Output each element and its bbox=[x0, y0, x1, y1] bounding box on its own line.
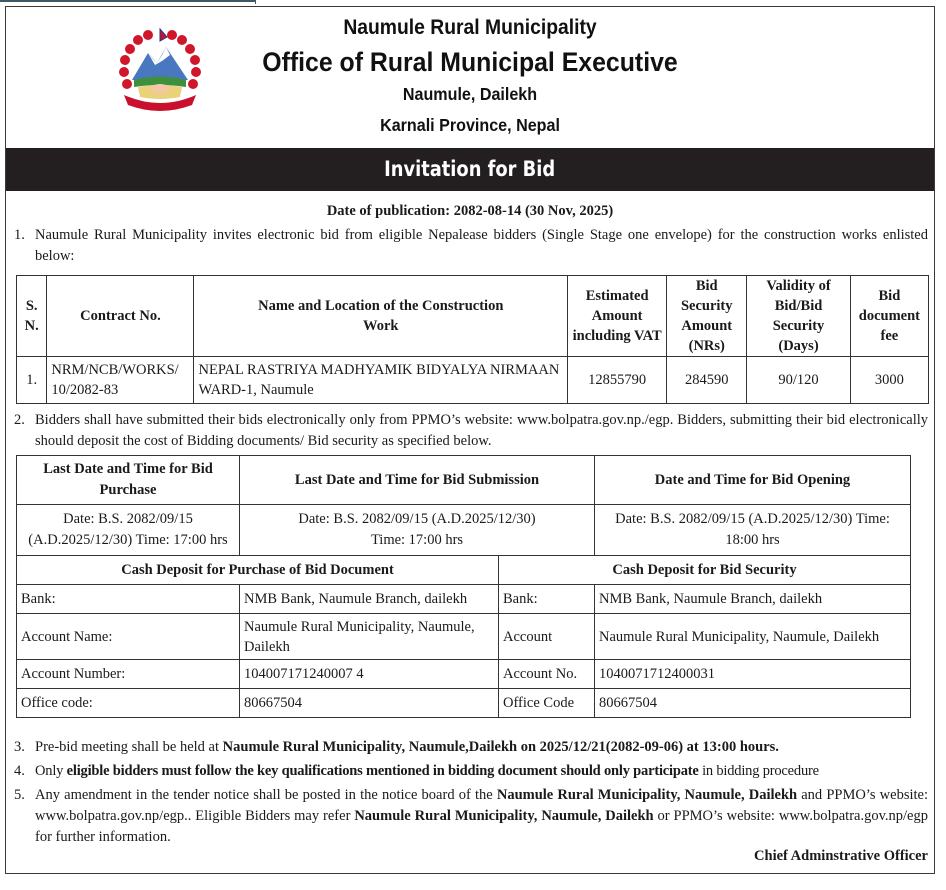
label-office-code: Office code: bbox=[17, 689, 240, 718]
bid-submission-deadline: Date: B.S. 2082/09/15 (A.D.2025/12/30) Time: 17:00 hrs bbox=[240, 505, 595, 556]
paragraph-text bbox=[14, 785, 928, 848]
col-estimated-amount: Estimated Amount including VAT bbox=[568, 276, 667, 357]
paragraph-1 bbox=[14, 225, 928, 267]
value-account-no-security: 1040071712400031 bbox=[595, 660, 911, 689]
cell-estimated-amount: 12855790 bbox=[568, 357, 667, 404]
value-office-code: 80667504 bbox=[240, 689, 499, 718]
notice-document bbox=[5, 6, 935, 874]
label-account-security: Account bbox=[499, 614, 595, 660]
value-bank-security: NMB Bank, Naumule Branch, dailekh bbox=[595, 585, 911, 614]
text-run-bold: Naumule Rural Municipality, Naumule,Dailekh on 2025/12/21(2082-09-06) at 13:00 hours. bbox=[222, 739, 779, 755]
label-account-no-security: Account No. bbox=[499, 660, 595, 689]
top-rule bbox=[0, 0, 256, 2]
deposit-bid-security-header: Cash Deposit for Bid Security bbox=[499, 556, 911, 585]
text-run: Any amendment in the tender notice shall be posted in the notice board of the bbox=[35, 787, 497, 803]
col-bid-opening: Date and Time for Bid Opening bbox=[595, 456, 911, 505]
cell-bid-security: 284590 bbox=[667, 357, 747, 404]
label-account-name: Account Name: bbox=[17, 614, 240, 660]
text-run-bold: Naumule Rural Municipality, Naumule, Dailekh bbox=[496, 787, 798, 803]
notice-title-bar bbox=[6, 148, 934, 191]
paragraph-2 bbox=[14, 410, 928, 452]
text-run-bold: eligible bidders must follow the key qualifications mentioned in bidding document should only participate bbox=[66, 763, 699, 779]
col-doc-fee: Bid document fee bbox=[850, 276, 928, 357]
paragraph-5 bbox=[14, 785, 928, 848]
col-work: Name and Location of the Construction Work bbox=[194, 276, 568, 357]
schedule-table bbox=[16, 455, 911, 718]
paragraph-text: Naumule Rural Municipality invites electronic bid from eligible Nepalease bidders (Single Stage one envelope) for the construction works enlisted below: bbox=[35, 227, 928, 264]
value-account-security: Naumule Rural Municipality, Naumule, Dailekh bbox=[595, 614, 911, 660]
publication-date: Date of publication: 2082-08-14 (30 Nov, 2025) bbox=[326, 203, 614, 219]
bid-purchase-deadline: Date: B.S. 2082/09/15 (A.D.2025/12/30) Time: 17:00 hrs bbox=[17, 505, 240, 556]
text-run: Pre-bid meeting shall be held at bbox=[35, 739, 223, 755]
value-office-code-security: 80667504 bbox=[595, 689, 911, 718]
works-table bbox=[16, 275, 929, 404]
cell-work: NEPAL RASTRIYA MADHYAMIK BIDYALYA NIRMAAN WARD-1, Naumule bbox=[194, 357, 568, 404]
bid-opening-date: Date: B.S. 2082/09/15 (A.D.2025/12/30) Time: 18:00 hrs bbox=[595, 505, 911, 556]
deposit-row-bank bbox=[17, 585, 911, 614]
paragraph-number: 1. bbox=[14, 227, 25, 243]
paragraph-3 bbox=[14, 737, 928, 758]
cell-contract-no: NRM/NCB/WORKS/ 10/2082-83 bbox=[47, 357, 194, 404]
col-validity: Validity of Bid/Bid Security (Days) bbox=[747, 276, 851, 357]
notice-title: Invitation for Bid bbox=[384, 157, 556, 181]
text-run: Only bbox=[35, 763, 67, 779]
schedule-values-row bbox=[17, 505, 911, 556]
table-row bbox=[17, 357, 929, 404]
text-run-bold: Naumule Rural Municipality, Naumule, Dailekh bbox=[354, 808, 654, 824]
cell-doc-fee: 3000 bbox=[850, 357, 928, 404]
col-bid-submission: Last Date and Time for Bid Submission bbox=[240, 456, 595, 505]
text-run: and PPMO’s website: www.bolpatra.gov.np/egp.. Eligible Bidders may refer bbox=[35, 787, 928, 824]
paragraph-number: 2. bbox=[14, 412, 25, 428]
deposit-bid-document-header: Cash Deposit for Purchase of Bid Document bbox=[17, 556, 499, 585]
office-name: Office of Rural Municipal Executive bbox=[262, 47, 678, 77]
label-bank-security: Bank: bbox=[499, 585, 595, 614]
paragraph-number: 3. bbox=[14, 739, 25, 755]
paragraph-text bbox=[14, 761, 928, 782]
value-account-number: 104007171240007 4 bbox=[240, 660, 499, 689]
paragraph-number: 4. bbox=[14, 763, 25, 779]
label-office-code-security: Office Code bbox=[499, 689, 595, 718]
deposit-header-row bbox=[17, 556, 911, 585]
text-run: or PPMO’s website: www.bolpatra.gov.np/egp for further information. bbox=[35, 808, 928, 845]
value-bank: NMB Bank, Naumule Branch, dailekh bbox=[240, 585, 499, 614]
office-location: Naumule, Dailekh bbox=[402, 84, 538, 104]
col-sn: S. N. bbox=[17, 276, 47, 357]
deposit-row-account-name bbox=[17, 614, 911, 660]
col-bid-security: Bid Security Amount (NRs) bbox=[667, 276, 747, 357]
col-contract-no: Contract No. bbox=[47, 276, 194, 357]
province: Karnali Province, Nepal bbox=[380, 115, 560, 135]
paragraph-number: 5. bbox=[14, 787, 25, 803]
signatory-title: Chief Adminstrative Officer bbox=[754, 848, 928, 864]
top-rule-end bbox=[255, 0, 256, 4]
deposit-row-account-number bbox=[17, 660, 911, 689]
text-run: in bidding procedure bbox=[698, 763, 819, 779]
cell-validity: 90/120 bbox=[747, 357, 851, 404]
value-account-name: Naumule Rural Municipality, Naumule, Dailekh bbox=[240, 614, 499, 660]
paragraph-4 bbox=[14, 761, 928, 782]
schedule-header-row bbox=[17, 456, 911, 505]
label-account-number: Account Number: bbox=[17, 660, 240, 689]
letterhead bbox=[6, 7, 934, 147]
label-bank: Bank: bbox=[17, 585, 240, 614]
col-bid-purchase: Last Date and Time for Bid Purchase bbox=[17, 456, 240, 505]
paragraph-text: Bidders shall have submitted their bids electronically only from PPMO’s website: www.bolpatra.gov.np./egp. Bidders, submitting their bid electronically should deposit the cost of Bidding documents/ Bid security as specified below. bbox=[35, 412, 928, 449]
cell-sn: 1. bbox=[17, 357, 47, 404]
table-header-row bbox=[17, 276, 929, 357]
deposit-row-office-code bbox=[17, 689, 911, 718]
municipality-name: Naumule Rural Municipality bbox=[343, 16, 597, 39]
paragraph-text bbox=[14, 737, 928, 758]
